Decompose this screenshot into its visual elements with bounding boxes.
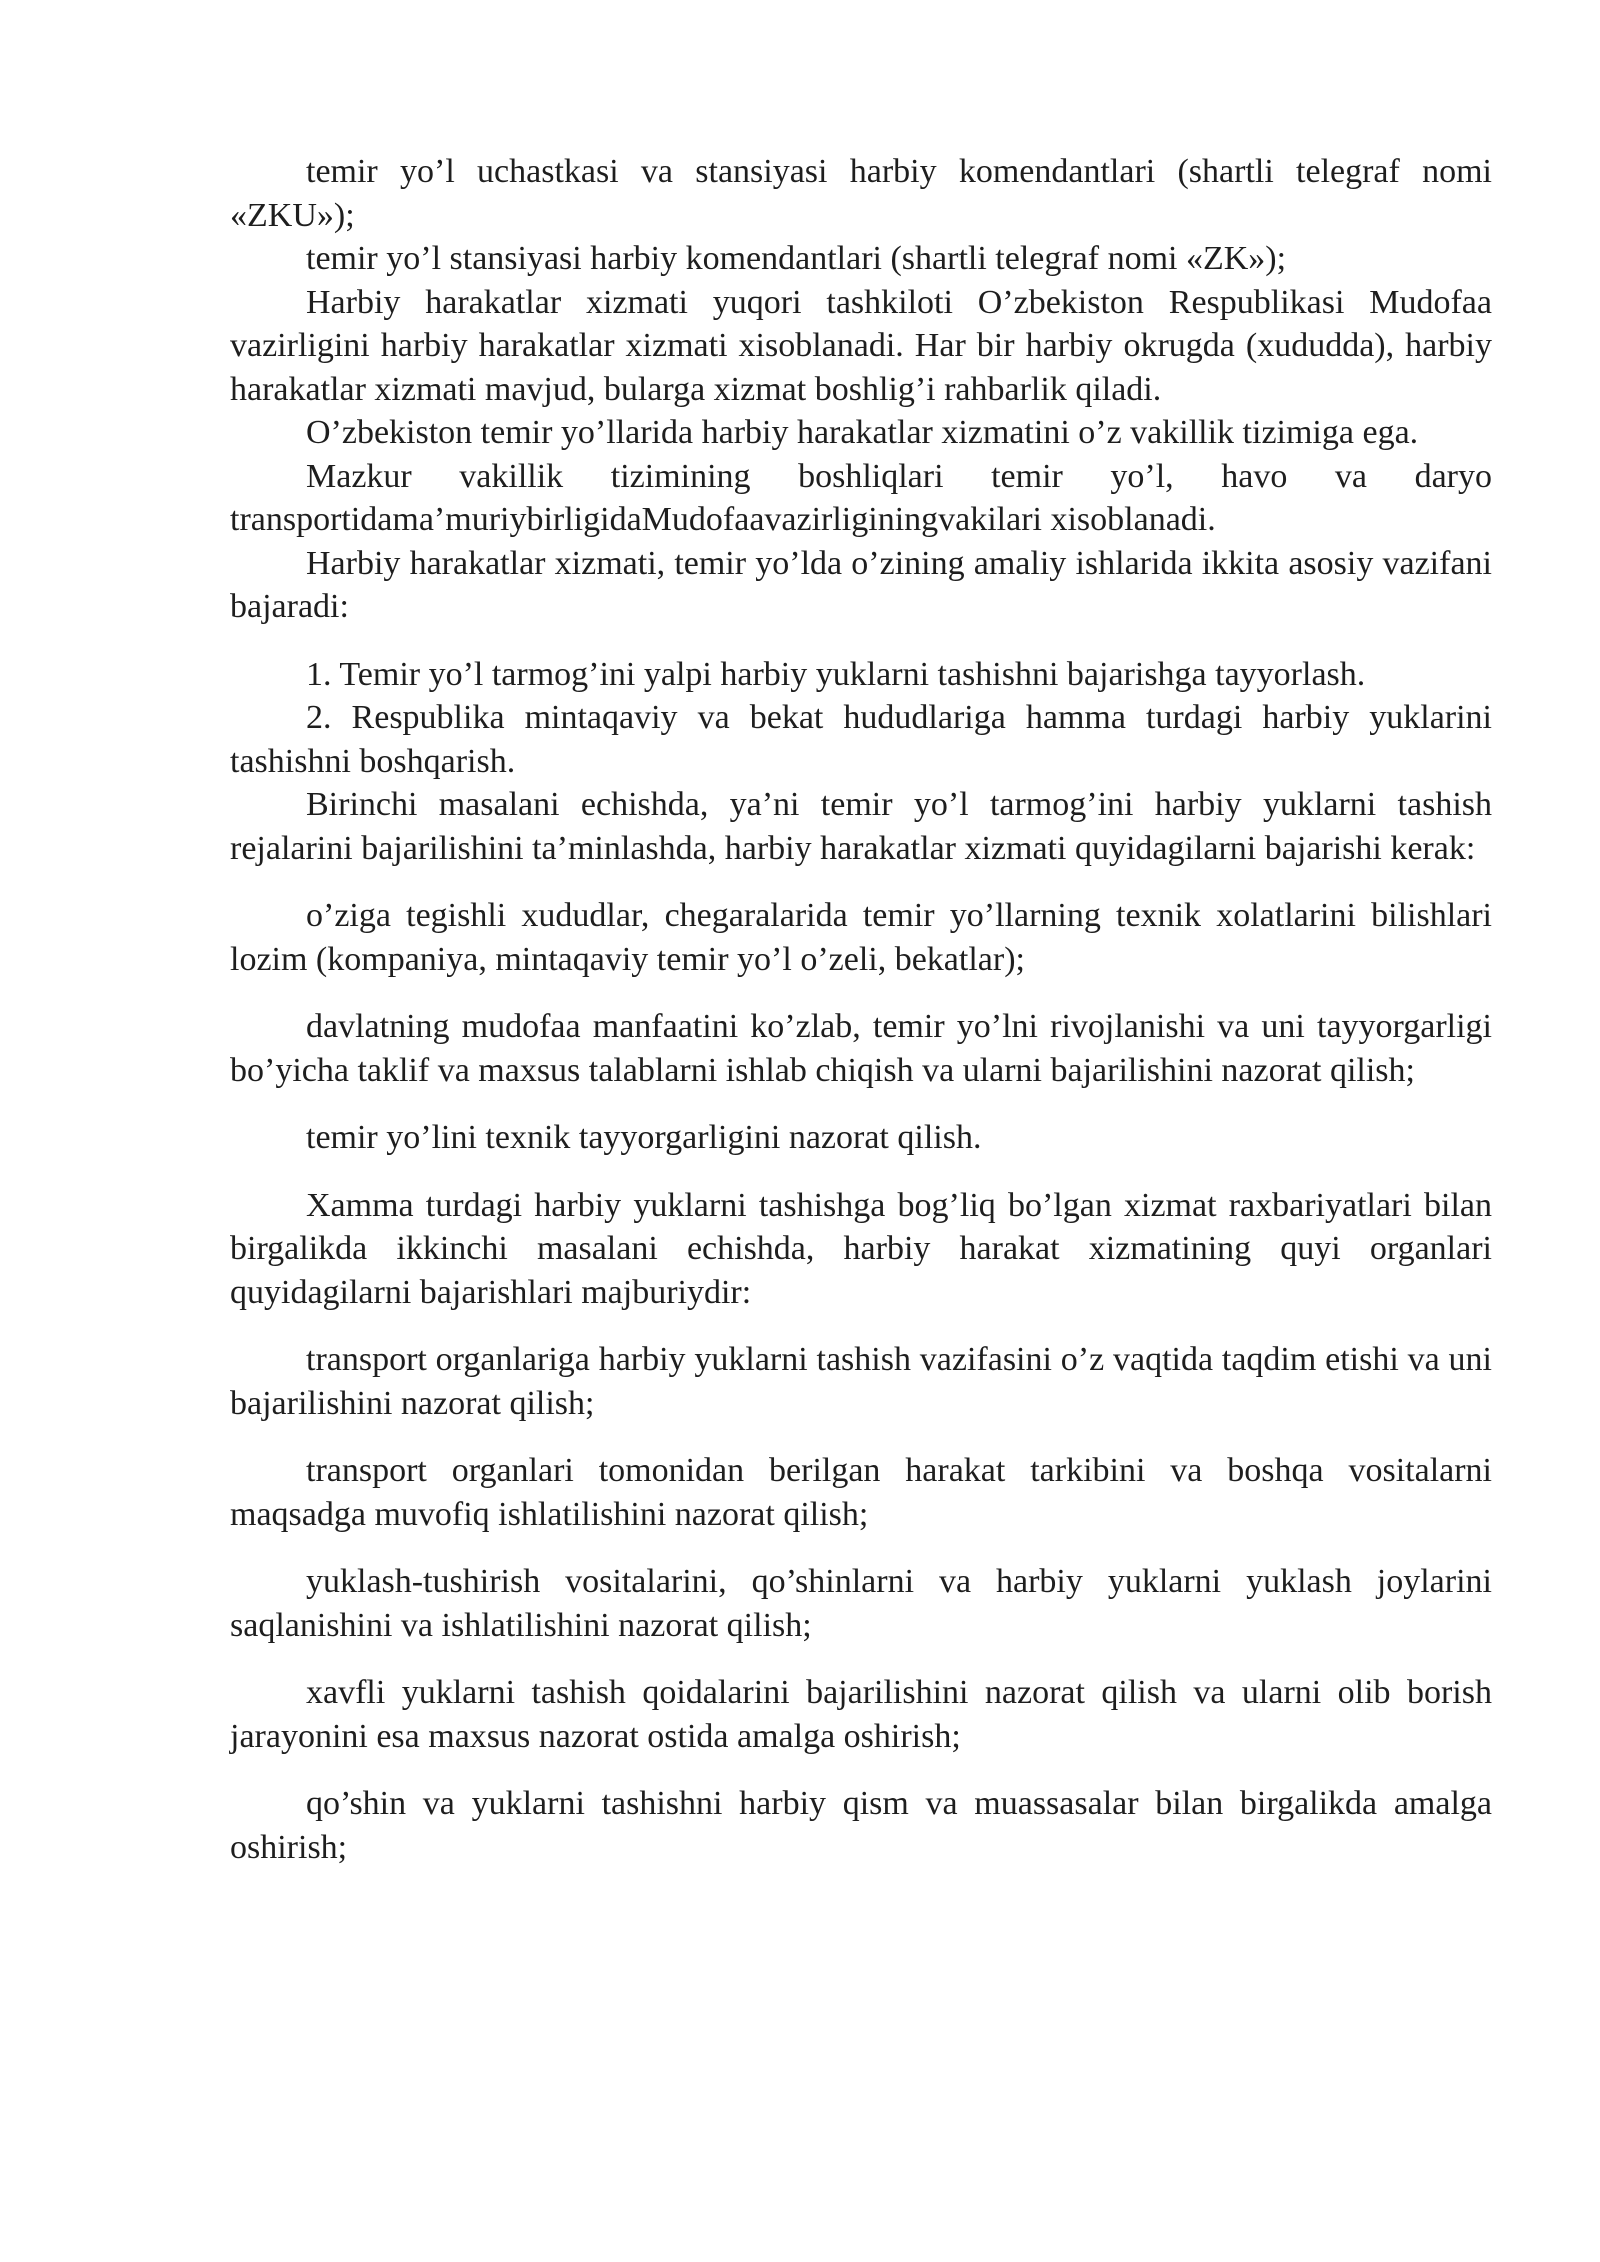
paragraph: o’ziga tegishli xududlar, chegaralarida temir yo’llarning texnik xolatlarini bilishlari lozim (kompaniya, mintaqaviy temir yo’l o’zeli, bekatlar); — [230, 897, 1492, 978]
document-page — [230, 150, 1492, 1869]
paragraph: Birinchi masalani echishda, ya’ni temir yo’l tarmog’ini harbiy yuklarni tashish rejalarini bajarilishini ta’minlashda, harbiy harakatlar xizmati quyidagilarni bajarishi kerak: — [230, 786, 1492, 867]
list-item: 2. Respublika mintaqaviy va bekat hududlariga hamma turdagi harbiy yuklarini tashishni boshqarish. — [230, 699, 1492, 780]
paragraph: xavfli yuklarni tashish qoidalarini bajarilishini nazorat qilish va ularni olib borish jarayonini esa maxsus nazorat ostida amalga oshirish; — [230, 1674, 1492, 1755]
paragraph: yuklash-tushirish vositalarini, qo’shinlarni va harbiy yuklarni yuklash joylarini saqlanishini va ishlatilishini nazorat qilish; — [230, 1563, 1492, 1644]
list-item: 1. Temir yo’l tarmog’ini yalpi harbiy yuklarni tashishni bajarishga tayyorlash. — [306, 655, 1366, 693]
paragraph: Harbiy harakatlar xizmati yuqori tashkiloti O’zbekiston Respublikasi Mudofaa vazirligini harbiy harakatlar xizmati xisoblanadi. Har bir harbiy okrugda (xududda), harbiy harakatlar xizmati mavjud, bularga xizmat boshlig’i rahbarlik qiladi. — [230, 283, 1492, 408]
paragraph: transport organlari tomonidan berilgan harakat tarkibini va boshqa vositalarni maqsadga muvofiq ishlatilishini nazorat qilish; — [230, 1452, 1492, 1533]
paragraph: temir yo’l stansiyasi harbiy komendantlari (shartli telegraf nomi «ZK»); — [306, 240, 1287, 277]
paragraph: Xamma turdagi harbiy yuklarni tashishga bog’liq bo’lgan xizmat raxbariyatlari bilan birgalikda ikkinchi masalani echishda, harbiy harakat xizmatining quyi organlari quyidagilarni bajarishlari majburiydir: — [230, 1186, 1492, 1311]
paragraph: temir yo’l uchastkasi va stansiyasi harbiy komendantlari (shartli telegraf nomi «ZKU»); — [230, 153, 1492, 234]
paragraph: qo’shin va yuklarni tashishni harbiy qism va muassasalar bilan birgalikda amalga oshirish; — [230, 1785, 1492, 1866]
paragraph: O’zbekiston temir yo’llarida harbiy harakatlar xizmatini o’z vakillik tizimiga ega. — [306, 414, 1419, 451]
paragraph: transport organlariga harbiy yuklarni tashish vazifasini o’z vaqtida taqdim etishi va uni bajarilishini nazorat qilish; — [230, 1341, 1492, 1422]
paragraph: Harbiy harakatlar xizmati, temir yo’lda o’zining amaliy ishlarida ikkita asosiy vazifani bajaradi: — [230, 544, 1492, 625]
paragraph: davlatning mudofaa manfaatini ko’zlab, temir yo’lni rivojlanishi va uni tayyorgarligi bo’yicha taklif va maxsus talablarni ishlab chiqish va ularni bajarilishini nazorat qilish; — [230, 1008, 1492, 1089]
paragraph: temir yo’lini texnik tayyorgarligini nazorat qilish. — [306, 1119, 982, 1156]
paragraph: Mazkur vakillik tizimining boshliqlari temir yo’l, havo va daryo transportidama’muriybirligidaMudofaavazirliginingvakilari xisoblanadi. — [230, 457, 1492, 538]
